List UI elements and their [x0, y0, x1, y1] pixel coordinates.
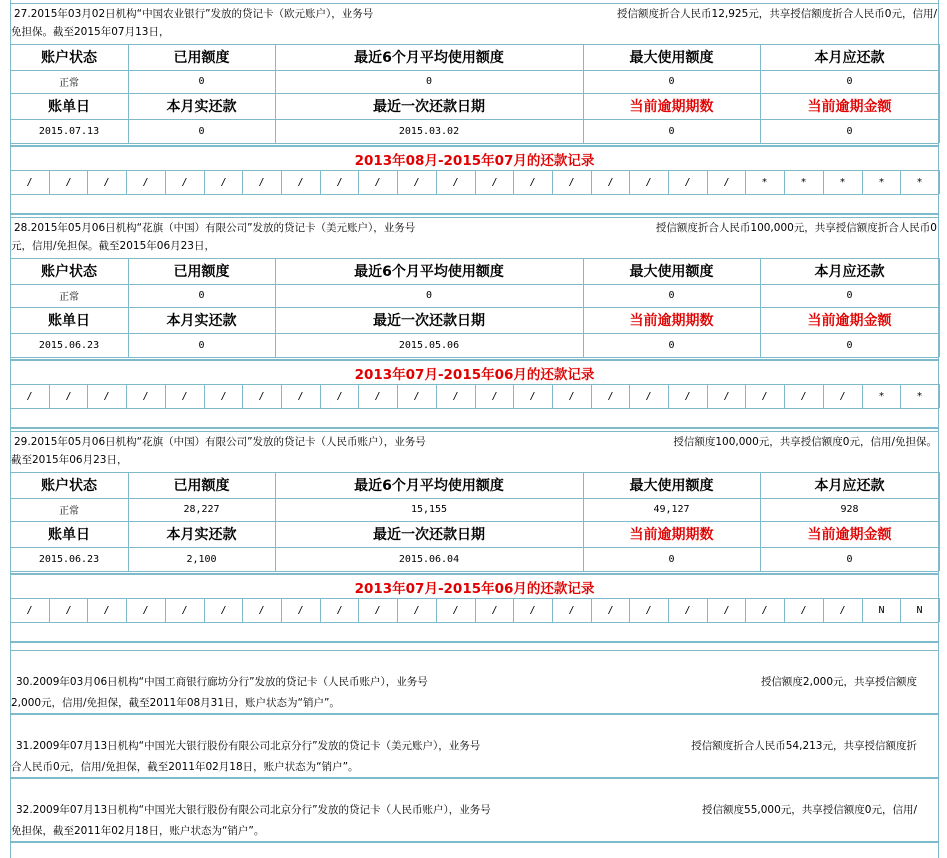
repayment-status-cell: /: [26, 176, 33, 188]
repayment-status-cell: *: [916, 176, 923, 188]
cell-value: 正常: [59, 292, 79, 303]
repayment-status-cell: /: [723, 176, 730, 188]
repayment-status-cell: /: [568, 390, 575, 402]
divider: [10, 650, 939, 651]
cell-value: 0: [668, 553, 675, 565]
divider: [10, 359, 939, 361]
repayment-status-cell: /: [26, 604, 33, 616]
header-avg-usage: 最近6个月平均使用额度: [354, 50, 504, 66]
repayment-status-cell: /: [684, 604, 691, 616]
closed-record-description-cont: 合人民币0元，信用/免担保，截至2011年02月18日，账户状态为“销户”。: [11, 761, 359, 773]
header-account-status: 账户状态: [41, 478, 97, 494]
repayment-status-cell: /: [568, 176, 575, 188]
header-used-amount: 已用额度: [173, 264, 230, 280]
record-description-cont: 免担保。截至2015年07月13日，: [11, 26, 170, 38]
header-last-payment-date: 最近一次还款日期: [373, 313, 485, 329]
divider: [10, 194, 939, 195]
repayment-status-cell: /: [258, 390, 265, 402]
repayment-history-title: 2013年08月-2015年07月的还款记录: [354, 153, 595, 169]
repayment-status-cell: /: [761, 604, 768, 616]
repayment-status-cell: /: [142, 176, 149, 188]
cell-value: 2015.06.04: [398, 553, 460, 565]
repayment-status-cell: /: [491, 176, 498, 188]
divider: [10, 143, 939, 144]
header-due-this-month: 本月应还款: [814, 478, 885, 494]
repayment-status-cell: /: [607, 604, 614, 616]
repayment-status-cell: /: [220, 390, 227, 402]
repayment-status-cell: /: [142, 604, 149, 616]
header-due-this-month: 本月应还款: [814, 50, 885, 66]
header-overdue-amount: 当前逾期金额: [807, 99, 892, 115]
record-description-cont: 元，信用/免担保。截至2015年06月23日，: [11, 240, 215, 252]
repayment-status-cell: /: [103, 176, 110, 188]
cell-value: 0: [846, 76, 853, 87]
record-credit-info: 授信额度100,000元，共享授信额度0元，信用/免担保。: [673, 436, 937, 448]
cell-value: 15,155: [410, 504, 448, 515]
repayment-status-cell: N: [916, 604, 923, 616]
repayment-status-cell: /: [297, 604, 304, 616]
divider: [10, 622, 939, 623]
cell-value: 2015.05.06: [398, 339, 460, 351]
repayment-status-cell: /: [374, 390, 381, 402]
closed-record-description: 31.2009年07月13日机构“中国光大银行股份有限公司北京分行”发放的贷记卡（美元账户），业务号: [16, 740, 481, 752]
repayment-status-cell: /: [839, 390, 846, 402]
cell-value: 0: [425, 76, 433, 87]
cell-value: 2015.06.23: [38, 553, 100, 565]
closed-record-credit-info: 授信额度2,000元，共享授信额度: [760, 676, 917, 688]
divider: [10, 778, 939, 779]
cell-value: 928: [840, 504, 859, 515]
divider: [10, 571, 939, 572]
repayment-status-cell: /: [452, 176, 459, 188]
repayment-status-cell: /: [142, 390, 149, 402]
divider: [939, 170, 940, 194]
record-description: 29.2015年05月06日机构“花旗（中国）有限公司”发放的贷记卡（人民币账户），业务号: [14, 436, 426, 448]
repayment-status-cell: /: [336, 604, 343, 616]
repayment-status-cell: /: [761, 390, 768, 402]
repayment-status-cell: /: [181, 390, 188, 402]
cell-value: 0: [846, 553, 853, 565]
repayment-status-cell: /: [336, 390, 343, 402]
divider: [10, 213, 939, 215]
header-overdue-periods: 当前逾期期数: [629, 527, 714, 543]
repayment-status-cell: *: [916, 390, 923, 402]
repayment-status-cell: /: [181, 604, 188, 616]
repayment-status-cell: /: [491, 604, 498, 616]
header-overdue-amount: 当前逾期金额: [807, 313, 892, 329]
repayment-status-cell: *: [839, 176, 846, 188]
divider: [939, 384, 940, 408]
repayment-status-cell: *: [761, 176, 768, 188]
record-credit-info: 授信额度折合人民币12,925元，共享授信额度折合人民币0元，信用/: [617, 8, 937, 20]
divider: [939, 598, 940, 622]
repayment-status-cell: /: [645, 176, 652, 188]
repayment-status-cell: /: [839, 604, 846, 616]
cell-value: 0: [668, 339, 675, 351]
repayment-status-cell: /: [103, 390, 110, 402]
cell-value: 0: [198, 76, 205, 87]
repayment-status-cell: *: [878, 176, 885, 188]
header-bill-day: 账单日: [48, 313, 90, 329]
header-due-this-month: 本月应还款: [814, 264, 885, 280]
repayment-history-title: 2013年07月-2015年06月的还款记录: [354, 581, 595, 597]
repayment-status-cell: /: [336, 176, 343, 188]
header-used-amount: 已用额度: [173, 478, 230, 494]
repayment-status-cell: /: [258, 176, 265, 188]
repayment-status-cell: /: [297, 390, 304, 402]
header-bill-day: 账单日: [48, 527, 90, 543]
repayment-status-cell: /: [645, 390, 652, 402]
closed-record-description: 30.2009年03月06日机构“中国工商银行廊坊分行”发放的贷记卡（人民币账户），业务号: [16, 676, 428, 688]
cell-value: 0: [198, 290, 205, 301]
divider: [10, 841, 939, 843]
cell-value: 0: [425, 290, 433, 301]
record-description: 28.2015年05月06日机构“花旗（中国）有限公司”发放的贷记卡（美元账户），业务号: [14, 222, 416, 234]
repayment-status-cell: /: [297, 176, 304, 188]
cell-value: 0: [198, 125, 205, 137]
cell-value: 0: [846, 125, 853, 137]
repayment-status-cell: /: [607, 390, 614, 402]
cell-value: 49,127: [653, 504, 690, 515]
cell-value: 28,227: [183, 504, 220, 515]
cell-value: 0: [846, 290, 853, 301]
header-paid-this-month: 本月实还款: [166, 527, 237, 543]
cell-value: 正常: [59, 506, 79, 517]
cell-value: 2015.03.02: [398, 125, 460, 137]
repayment-status-cell: /: [413, 176, 420, 188]
repayment-status-cell: /: [452, 604, 459, 616]
repayment-status-cell: /: [374, 176, 381, 188]
repayment-status-cell: /: [103, 604, 110, 616]
repayment-status-cell: /: [374, 604, 381, 616]
divider: [10, 714, 939, 715]
divider: [10, 408, 939, 409]
repayment-status-cell: /: [529, 176, 536, 188]
header-last-payment-date: 最近一次还款日期: [373, 99, 485, 115]
repayment-status-cell: /: [723, 604, 730, 616]
divider: [10, 641, 939, 643]
cell-value: 正常: [59, 78, 79, 89]
repayment-status-cell: /: [413, 604, 420, 616]
header-used-amount: 已用额度: [173, 50, 230, 66]
repayment-status-cell: /: [181, 176, 188, 188]
divider: [939, 44, 940, 143]
cell-value: 0: [198, 339, 205, 351]
repayment-status-cell: /: [258, 604, 265, 616]
header-paid-this-month: 本月实还款: [166, 313, 237, 329]
repayment-status-cell: /: [529, 604, 536, 616]
repayment-status-cell: /: [568, 604, 575, 616]
repayment-status-cell: /: [452, 390, 459, 402]
repayment-status-cell: /: [529, 390, 536, 402]
repayment-status-cell: /: [413, 390, 420, 402]
repayment-status-cell: /: [800, 390, 807, 402]
record-description-cont: 截至2015年06月23日，: [11, 454, 128, 466]
divider: [10, 145, 939, 147]
header-bill-day: 账单日: [48, 99, 90, 115]
cell-value: 0: [668, 76, 675, 87]
header-max-usage: 最大使用额度: [629, 50, 714, 66]
repayment-status-cell: *: [878, 390, 885, 402]
header-last-payment-date: 最近一次还款日期: [373, 527, 485, 543]
repayment-status-cell: /: [26, 390, 33, 402]
divider: [10, 357, 939, 358]
divider: [938, 0, 939, 858]
cell-value: 2,100: [186, 553, 217, 565]
repayment-status-cell: /: [645, 604, 652, 616]
header-overdue-amount: 当前逾期金额: [807, 527, 892, 543]
repayment-status-cell: /: [65, 604, 72, 616]
repayment-status-cell: /: [220, 176, 227, 188]
header-max-usage: 最大使用额度: [629, 478, 714, 494]
repayment-status-cell: N: [878, 604, 885, 616]
repayment-status-cell: *: [800, 176, 807, 188]
header-max-usage: 最大使用额度: [629, 264, 714, 280]
cell-value: 0: [668, 290, 675, 301]
repayment-status-cell: /: [491, 390, 498, 402]
closed-record-description-cont: 2,000元，信用/免担保，截至2011年08月31日，账户状态为“销户”。: [11, 697, 340, 709]
header-overdue-periods: 当前逾期期数: [629, 99, 714, 115]
repayment-status-cell: /: [684, 390, 691, 402]
divider: [939, 258, 940, 357]
record-description: 27.2015年03月02日机构“中国农业银行”发放的贷记卡（欧元账户），业务号: [14, 8, 374, 20]
closed-record-credit-info: 授信额度折合人民币54,213元，共享授信额度折: [691, 740, 917, 752]
cell-value: 0: [846, 339, 853, 351]
divider: [939, 472, 940, 571]
header-avg-usage: 最近6个月平均使用额度: [354, 264, 504, 280]
header-paid-this-month: 本月实还款: [166, 99, 237, 115]
repayment-status-cell: /: [65, 390, 72, 402]
cell-value: 2015.07.13: [38, 125, 100, 137]
repayment-status-cell: /: [723, 390, 730, 402]
repayment-status-cell: /: [607, 176, 614, 188]
closed-record-description: 32.2009年07月13日机构“中国光大银行股份有限公司北京分行”发放的贷记卡（人民币账户），业务号: [16, 804, 491, 816]
header-overdue-periods: 当前逾期期数: [629, 313, 714, 329]
header-account-status: 账户状态: [41, 50, 97, 66]
repayment-status-cell: /: [65, 176, 72, 188]
repayment-history-title: 2013年07月-2015年06月的还款记录: [354, 367, 595, 383]
repayment-status-cell: /: [220, 604, 227, 616]
divider: [10, 573, 939, 575]
closed-record-credit-info: 授信额度55,000元，共享授信额度0元，信用/: [702, 804, 917, 816]
divider: [10, 427, 939, 429]
cell-value: 0: [668, 125, 675, 137]
cell-value: 2015.06.23: [38, 339, 100, 351]
header-account-status: 账户状态: [41, 264, 97, 280]
divider: [10, 0, 11, 858]
header-avg-usage: 最近6个月平均使用额度: [354, 478, 504, 494]
repayment-status-cell: /: [684, 176, 691, 188]
closed-record-description-cont: 免担保，截至2011年02月18日，账户状态为“销户”。: [11, 825, 265, 837]
repayment-status-cell: /: [800, 604, 807, 616]
record-credit-info: 授信额度折合人民币100,000元，共享授信额度折合人民币0: [655, 222, 937, 234]
